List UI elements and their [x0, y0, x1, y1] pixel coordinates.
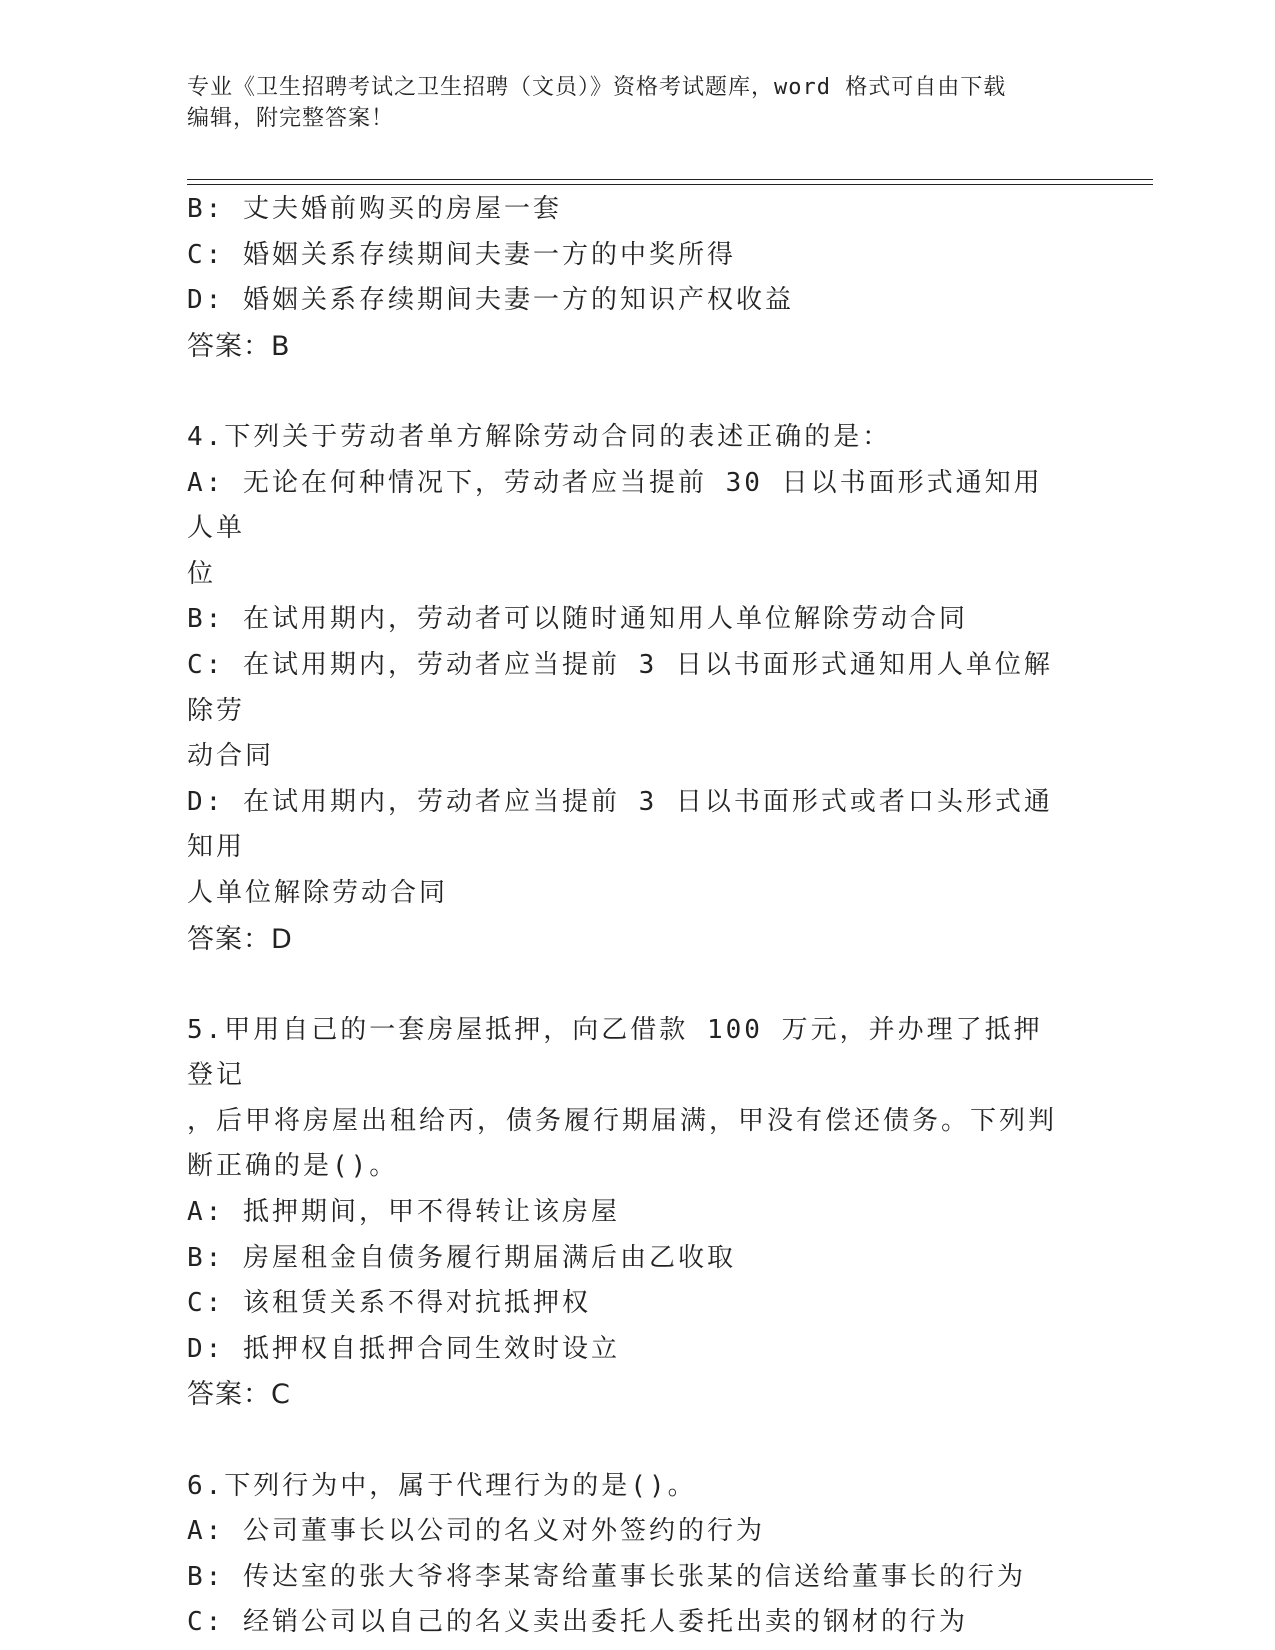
- option-b: B: 房屋租金自债务履行期届满后由乙收取: [187, 1242, 736, 1273]
- question-stem-continued: 断正确的是()。: [187, 1151, 399, 1182]
- question-5: [187, 1008, 1067, 1418]
- question-stem: 5.甲用自己的一套房屋抵押，向乙借款 100 万元，并办理了抵押登记: [187, 1014, 1043, 1091]
- option-d-continued: 人单位解除劳动合同: [187, 877, 449, 908]
- answer: 答案：B: [187, 330, 291, 362]
- option-a: A: 公司董事长以公司的名义对外签约的行为: [187, 1516, 765, 1547]
- option-c: C: 该租赁关系不得对抗抵押权: [187, 1288, 591, 1319]
- answer: 答案：C: [187, 1379, 291, 1411]
- option-a: A: 无论在何种情况下，劳动者应当提前 30 日以书面形式通知用人单: [187, 467, 1043, 544]
- header-line-1: 专业《卫生招聘考试之卫生招聘（文员）》资格考试题库，word 格式可自由下载: [187, 75, 1007, 100]
- option-d: D: 在试用期内，劳动者应当提前 3 日以书面形式或者口头形式通知用: [187, 786, 1053, 863]
- option-d: D: 抵押权自抵押合同生效时设立: [187, 1333, 620, 1364]
- option-d: D: 婚姻关系存续期间夫妻一方的知识产权收益: [187, 285, 794, 316]
- spacer: [187, 1418, 1067, 1464]
- option-c: C: 在试用期内，劳动者应当提前 3 日以书面形式通知用人单位解除劳: [187, 649, 1053, 726]
- option-c: C: 婚姻关系存续期间夫妻一方的中奖所得: [187, 239, 736, 270]
- option-b: B: 传达室的张大爷将李某寄给董事长张某的信送给董事长的行为: [187, 1561, 1026, 1592]
- document-header: [187, 72, 1087, 134]
- answer: 答案：D: [187, 923, 293, 955]
- spacer: [187, 369, 1067, 415]
- option-b: B: 在试用期内，劳动者可以随时通知用人单位解除劳动合同: [187, 604, 968, 635]
- option-a: A: 抵押期间，甲不得转让该房屋: [187, 1197, 620, 1228]
- option-b: B: 丈夫婚前购买的房屋一套: [187, 194, 562, 224]
- header-divider-bottom: [187, 184, 1153, 185]
- question-list: [187, 187, 1067, 1646]
- header-divider-top: [187, 179, 1153, 180]
- option-a-continued: 位: [187, 558, 217, 589]
- header-line-2: 编辑，附完整答案！: [187, 106, 395, 131]
- spacer: [187, 962, 1067, 1008]
- question-stem-continued: ，后甲将房屋出租给丙，债务履行期届满，甲没有偿还债务。下列判: [187, 1105, 1058, 1136]
- question-stem: 4.下列关于劳动者单方解除劳动合同的表述正确的是：: [187, 421, 892, 452]
- question-4: [187, 415, 1067, 962]
- option-c-continued: 动合同: [187, 741, 275, 772]
- option-c: C: 经销公司以自己的名义卖出委托人委托出卖的钢材的行为: [187, 1607, 968, 1638]
- question-6: [187, 1464, 1067, 1646]
- question-3-tail: [187, 187, 1067, 369]
- question-stem: 6.下列行为中，属于代理行为的是()。: [187, 1470, 697, 1501]
